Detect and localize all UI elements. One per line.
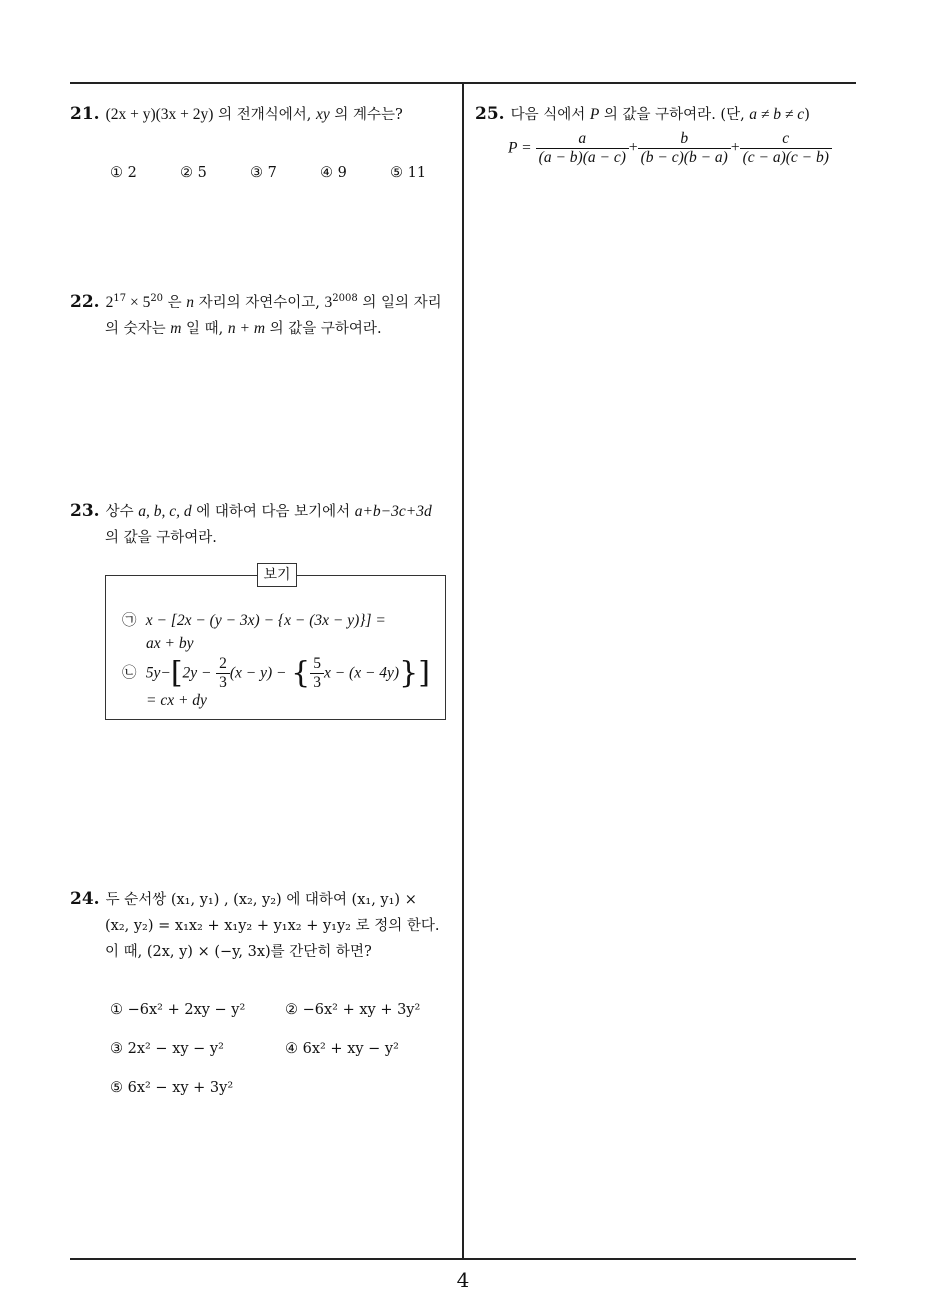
question-number: 24.: [70, 889, 100, 909]
math-expr: ax + by: [146, 635, 194, 652]
math-vars: a, b, c, d: [138, 503, 192, 520]
bottom-rule: [70, 1258, 856, 1260]
question-text: 일 때,: [181, 320, 228, 337]
math-expr: n + m: [227, 319, 266, 337]
fraction: [310, 655, 324, 692]
formula-p: [508, 130, 832, 167]
choice[interactable]: ⑤ 11: [390, 165, 427, 181]
choice[interactable]: ③ 7: [250, 165, 277, 181]
math-expr: 5y−: [145, 664, 171, 682]
math-var: n: [186, 293, 195, 311]
math-var: m: [170, 319, 182, 337]
bracket: [: [170, 655, 183, 691]
question-text: ): [804, 107, 810, 123]
fraction-numerator: b: [638, 130, 731, 149]
question-number: 23.: [70, 501, 100, 521]
fraction-denominator: 3: [219, 674, 227, 691]
question-25: [475, 101, 860, 128]
fraction: [740, 130, 832, 167]
question-23: [70, 498, 460, 551]
fraction-numerator: 5: [310, 655, 324, 674]
example-item-2: [122, 655, 430, 692]
question-number: 25.: [475, 104, 505, 124]
question-text: 에 대하여 다음 보기에서: [191, 504, 355, 520]
page-number: 4: [456, 1268, 470, 1292]
math: 3: [324, 293, 333, 311]
question-text: 의 전개식에서,: [213, 107, 316, 123]
example-item-1-cont: [146, 635, 193, 653]
math-expr: a ≠ b ≠ c: [749, 106, 805, 123]
question-text: 은: [163, 294, 187, 311]
plus-sign: +: [730, 139, 740, 156]
math-expr: x − [2x − (y − 3x) − {x − (3x − y)}] =: [145, 612, 386, 629]
fraction: [536, 130, 629, 167]
choice[interactable]: ① 2: [110, 165, 137, 181]
math-expr: (x − y) −: [229, 664, 287, 682]
question-text: (x₂, y₂) = x₁x₂ + x₁y₂ + y₁x₂ + y₁y₂ 로 정의 한다.: [105, 918, 440, 934]
expression: (2x + y)(3x + 2y): [105, 106, 214, 123]
math-var: P: [589, 106, 600, 123]
math: ×: [126, 293, 143, 311]
choice[interactable]: ① −6x² + 2xy − y²: [110, 1002, 246, 1018]
plus-sign: +: [628, 139, 638, 156]
brace: }: [399, 655, 419, 691]
choice[interactable]: ⑤ 6x² − xy + 3y²: [110, 1080, 234, 1096]
choice[interactable]: ④ 6x² + xy − y²: [285, 1041, 399, 1057]
question-text: 자리의 자연수이고,: [194, 294, 325, 311]
math: 5: [142, 293, 151, 311]
math-expr: P =: [508, 139, 532, 157]
example-box-title: 보기: [257, 563, 297, 587]
math-expr: x − (x − 4y): [323, 664, 400, 682]
exponent: 20: [150, 293, 164, 304]
question-number: 22.: [70, 291, 100, 312]
fraction-numerator: c: [740, 130, 832, 149]
exponent: 17: [113, 293, 127, 304]
question-text: 의 일의 자리: [357, 294, 442, 311]
fraction: [216, 655, 230, 692]
math-var: xy: [315, 106, 330, 123]
fraction-denominator: (c − a)(c − b): [742, 149, 829, 166]
question-text: 두 순서쌍 (x₁, y₁) , (x₂, y₂) 에 대하여 (x₁, y₁) ×: [105, 892, 417, 908]
question-text: 다음 식에서: [510, 107, 590, 123]
choice[interactable]: ② −6x² + xy + 3y²: [285, 1002, 421, 1018]
math-expr: 2y −: [182, 664, 212, 682]
question-text: 이 때, (2x, y) × (−y, 3x)를 간단히 하면?: [105, 944, 372, 960]
question-text: 의 값을 구하여라.: [265, 320, 382, 337]
example-item-1: [122, 609, 386, 630]
math: 2: [105, 293, 114, 311]
question-text: 의 값을 구하여라.: [105, 530, 217, 546]
choice[interactable]: ② 5: [180, 165, 207, 181]
bracket: ]: [418, 655, 430, 691]
question-22: [70, 286, 460, 342]
question-text: 의 계수는?: [329, 107, 403, 123]
math-expr: a+b−3c+3d: [354, 503, 432, 520]
question-24: [70, 886, 460, 965]
question-number: 21.: [70, 104, 100, 124]
fraction: [638, 130, 731, 167]
question-21: [70, 101, 403, 128]
math-expr: = cx + dy: [146, 692, 207, 709]
choice[interactable]: ③ 2x² − xy − y²: [110, 1041, 224, 1057]
fraction-denominator: (a − b)(a − c): [538, 149, 626, 166]
question-text: 상수: [105, 504, 139, 520]
item-marker: ㉠: [122, 613, 137, 629]
column-divider: [462, 82, 464, 1259]
brace: {: [291, 655, 311, 691]
fraction-denominator: 3: [313, 674, 321, 691]
question-text: 의 값을 구하여라. (단,: [599, 107, 750, 123]
choice[interactable]: ④ 9: [320, 165, 347, 181]
fraction-denominator: (b − c)(b − a): [640, 149, 728, 166]
example-item-2-cont: [146, 692, 207, 710]
fraction-numerator: 2: [216, 655, 230, 674]
question-text: 의 숫자는: [105, 320, 171, 337]
exponent: 2008: [332, 293, 358, 304]
fraction-numerator: a: [536, 130, 629, 149]
item-marker: ㉡: [122, 665, 137, 682]
